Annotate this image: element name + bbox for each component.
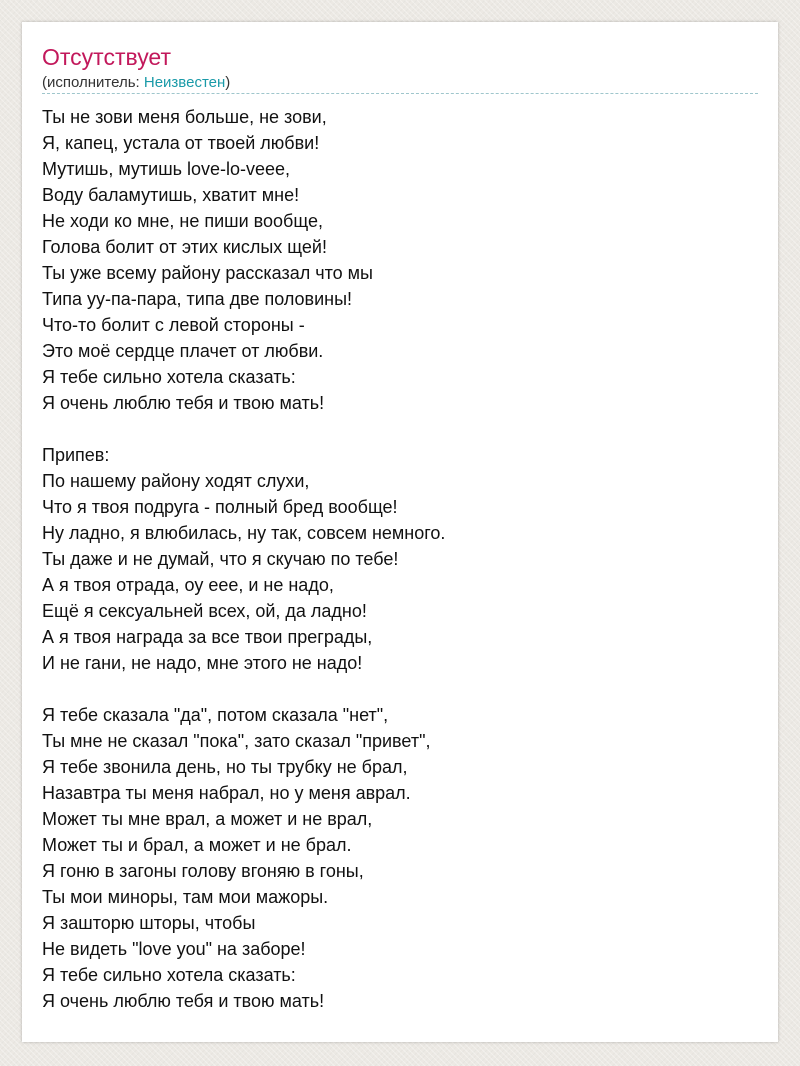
lyrics-line: Мутишь, мутишь love-lo-veee, [42,159,291,179]
header-divider [42,93,758,94]
lyrics-line: Я зашторю шторы, чтобы [42,913,256,933]
lyrics-line: Воду баламутишь, хватит мне! [42,185,300,205]
lyrics-line: Может ты мне врал, а может и не врал, [42,809,373,829]
lyrics-line: Ну ладно, я влюбилась, ну так, совсем немного. [42,523,446,543]
lyrics-stanza [42,104,758,416]
lyrics-line: Назавтра ты меня набрал, но у меня аврал. [42,783,411,803]
lyrics-line: Голова болит от этих кислых щей! [42,237,327,257]
lyrics-line: Я тебе звонила день, но ты трубку не брал, [42,757,408,777]
lyrics-text [42,104,758,1014]
lyrics-card [22,22,778,1042]
lyrics-stanza [42,702,758,1014]
lyrics-line: Я тебе сильно хотела сказать: [42,367,296,387]
lyrics-line: Я тебе сказала "да", потом сказала "нет", [42,705,389,725]
lyrics-line: Ты уже всему району рассказал что мы [42,263,373,283]
lyrics-line: Ты не зови меня больше, не зови, [42,107,327,127]
lyrics-line: Я тебе сильно хотела сказать: [42,965,296,985]
lyrics-line: Ещё я сексуальней всех, ой, да ладно! [42,601,367,621]
lyrics-line: Я очень люблю тебя и твою мать! [42,393,325,413]
lyrics-line: Ты мои миноры, там мои мажоры. [42,887,329,907]
lyrics-line: По нашему району ходят слухи, [42,471,310,491]
lyrics-line: Я гоню в загоны голову вгоняю в гоны, [42,861,364,881]
lyrics-line: Ты мне не сказал "пока", зато сказал "привет", [42,731,431,751]
artist-prefix: (исполнитель: [42,74,144,91]
lyrics-line: Может ты и брал, а может и не брал. [42,835,352,855]
lyrics-line: Не ходи ко мне, не пиши вообще, [42,211,323,231]
lyrics-stanza [42,442,758,676]
lyrics-line: Я, капец, устала от твоей любви! [42,133,320,153]
artist-suffix: ) [225,74,231,91]
lyrics-line: А я твоя отрада, оу еее, и не надо, [42,575,334,595]
artist-line [42,73,758,93]
lyrics-line: Что я твоя подруга - полный бред вообще! [42,497,398,517]
lyrics-line: Ты даже и не думай, что я скучаю по тебе! [42,549,399,569]
artist-link[interactable]: Неизвестен [143,74,226,91]
song-title: Отсутствует [42,44,171,70]
lyrics-line: Это моё сердце плачет от любви. [42,341,324,361]
lyrics-line: Типа уу-па-пара, типа две половины! [42,289,353,309]
song-header [42,42,758,93]
lyrics-line: И не гани, не надо, мне этого не надо! [42,653,363,673]
lyrics-line: А я твоя награда за все твои преграды, [42,627,373,647]
lyrics-line: Припев: [42,445,110,465]
lyrics-line: Я очень люблю тебя и твою мать! [42,991,325,1011]
lyrics-line: Что-то болит с левой стороны - [42,315,305,335]
lyrics-line: Не видеть "love you" на заборе! [42,939,306,959]
